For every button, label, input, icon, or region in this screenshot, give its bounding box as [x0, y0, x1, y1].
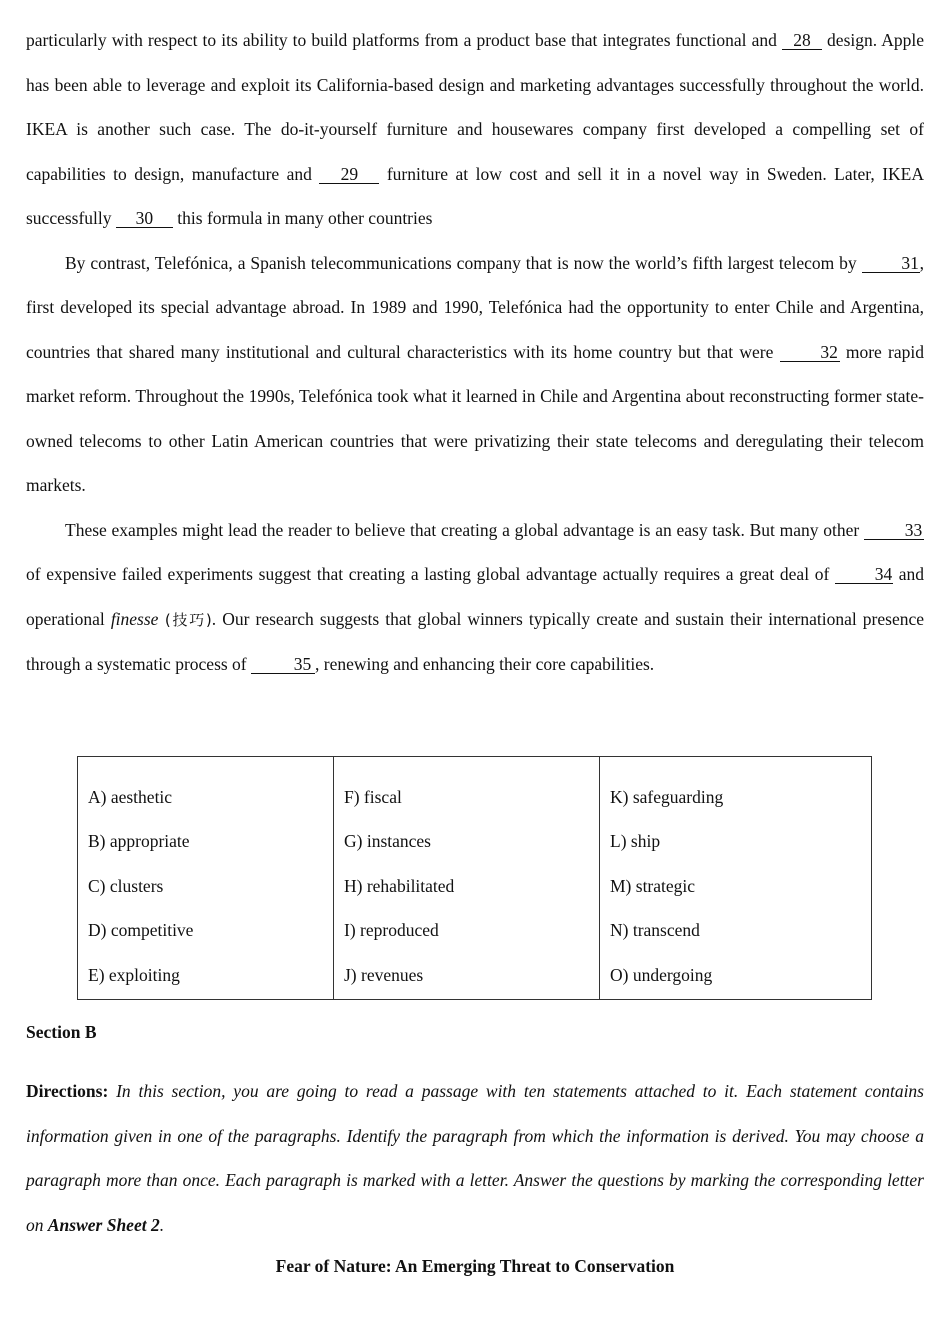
- blank-33: 33: [864, 521, 924, 540]
- answer-sheet-label: Answer Sheet 2: [47, 1214, 160, 1235]
- blank-30: 30: [116, 209, 173, 228]
- paragraph-1: [26, 18, 924, 241]
- paragraph-text: and operational: [26, 564, 924, 629]
- word-option: O) undergoing: [610, 964, 713, 985]
- word-option: B) appropriate: [88, 831, 190, 852]
- word-option: N) transcend: [610, 920, 700, 941]
- directions: [26, 1069, 924, 1247]
- directions-label: Directions:: [26, 1081, 109, 1101]
- word-option: G) instances: [344, 831, 431, 852]
- section-b-heading: Section B: [26, 1022, 97, 1042]
- paragraph-2: [26, 241, 924, 508]
- word-bank-column-1: [78, 757, 333, 999]
- word-option: C) clusters: [88, 875, 164, 896]
- paragraph-text: this formula in many other countries: [172, 208, 433, 228]
- paragraph-text: design. Apple has been able to leverage and exploit its California-based design and marketing advantages successfully throughout the world. IKEA is another such case. The do-it-yourself furniture and housewares company first developed a compelling set of capabilities to design, manufacture and: [26, 30, 924, 184]
- word-bank-table: [77, 756, 872, 1000]
- blank-31: 31: [862, 254, 920, 273]
- paragraph-text: These examples might lead the reader to believe that creating a global advantage is an easy task. But many other: [65, 519, 864, 540]
- paragraph-text: , first developed its special advantage abroad. In 1989 and 1990, Telefónica had the opportunity to enter Chile and Argentina, countries that shared many institutional and cultural characteristics with its home country but that were: [26, 252, 924, 362]
- paragraph-3: [26, 508, 924, 687]
- blank-32: 32: [780, 343, 840, 362]
- blank-35: 35: [251, 655, 315, 674]
- passage-title: Fear of Nature: An Emerging Threat to Conservation: [275, 1256, 675, 1276]
- chinese-gloss: (技巧): [158, 610, 212, 629]
- word-option: J) revenues: [344, 964, 424, 985]
- word-option: A) aesthetic: [88, 787, 173, 807]
- blank-29: 29: [319, 165, 379, 184]
- word-option: E) exploiting: [88, 964, 180, 985]
- paragraph-text: more rapid market reform. Throughout the 1990s, Telefónica took what it learned in Chile and Argentina about reconstructing former state-owned telecoms to other Latin American countries that were privatizing their state telecoms and deregulating their telecom markets.: [26, 341, 924, 495]
- word-bank-column-3: [599, 757, 871, 999]
- word-option: K) safeguarding: [610, 787, 724, 807]
- paragraph-text: particularly with respect to its ability to build platforms from a product base that integrates functional and: [26, 30, 782, 50]
- directions-text: In this section, you are going to read a passage with ten statements attached to it. Each statement contains information given in one of the paragraphs. Identify the paragraph from which the information is derived. You may choose a paragraph more than once. Each paragraph is marked with a letter. Answer the questions by marking the corresponding letter on: [26, 1081, 924, 1235]
- word-option: L) ship: [610, 831, 661, 852]
- word-option: F) fiscal: [344, 787, 402, 807]
- directions-period: .: [159, 1214, 165, 1235]
- paragraph-text: furniture at low cost and sell it in a novel way in Sweden. Later, IKEA successfully: [26, 163, 924, 228]
- paragraph-text: , renewing and enhancing their core capabilities.: [315, 654, 655, 674]
- word-option: M) strategic: [610, 875, 696, 896]
- paragraph-text: . Our research suggests that global winners typically create and sustain their international presence through a systematic process of: [26, 608, 924, 674]
- word-option: I) reproduced: [344, 920, 439, 941]
- paragraph-text: of expensive failed experiments suggest that creating a lasting global advantage actually requires a great deal of: [26, 564, 836, 584]
- word-option: H) rehabilitated: [344, 875, 455, 896]
- word-option: D) competitive: [88, 920, 194, 941]
- blank-28: 28: [782, 31, 822, 50]
- paragraph-text: By contrast, Telefónica, a Spanish telecommunications company that is now the world’s fifth largest telecom by: [65, 252, 862, 273]
- passage: [26, 18, 924, 687]
- italic-term: finesse: [110, 608, 159, 629]
- blank-34: 34: [835, 565, 893, 584]
- word-bank-column-2: [333, 757, 599, 999]
